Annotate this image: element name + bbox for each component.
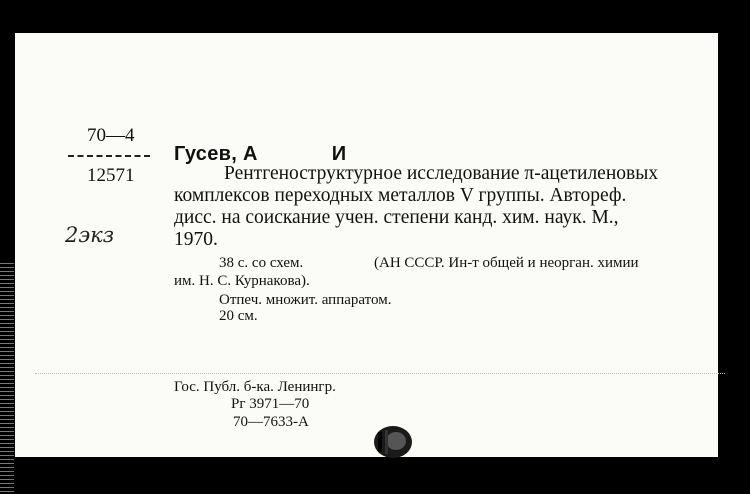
- registration-number: Рг 3971—70: [231, 396, 310, 412]
- author-initial: И: [331, 143, 347, 165]
- call-number-divider: [68, 155, 150, 157]
- catalog-card: [15, 33, 718, 457]
- publisher-note: (АН СССР. Ин-т общей и неорган. химии: [374, 255, 639, 271]
- ink-stamp-icon: [372, 424, 414, 460]
- title-description: [174, 163, 732, 251]
- call-number-bottom: 12571: [87, 165, 135, 186]
- call-number-top: 70—4: [87, 125, 135, 146]
- size-note: 20 см.: [219, 308, 258, 324]
- reproduction-note: Отпеч. множит. аппаратом.: [219, 292, 392, 308]
- handwritten-copies-mark: 2экз: [65, 223, 115, 247]
- holding-library: Гос. Публ. б-ка. Ленингр.: [174, 379, 336, 395]
- pagination: 38 с. со схем.: [219, 255, 304, 271]
- accession-number: 70—7633-А: [233, 414, 309, 430]
- scan-edge-artifact: [0, 260, 14, 494]
- card-divider: [35, 373, 725, 374]
- title-line: Рентгеноструктурное исследование π-ацетиленовых: [224, 163, 659, 184]
- publisher-note-continued: им. Н. С. Курнакова).: [174, 273, 310, 289]
- title-line: 1970.: [174, 229, 218, 250]
- title-line: комплексов переходных металлов V группы. Автореф.: [174, 185, 627, 206]
- author-surname: Гусев, А: [174, 143, 258, 165]
- title-line: дисс. на соискание учен. степени канд. хим. наук. М.,: [174, 207, 619, 228]
